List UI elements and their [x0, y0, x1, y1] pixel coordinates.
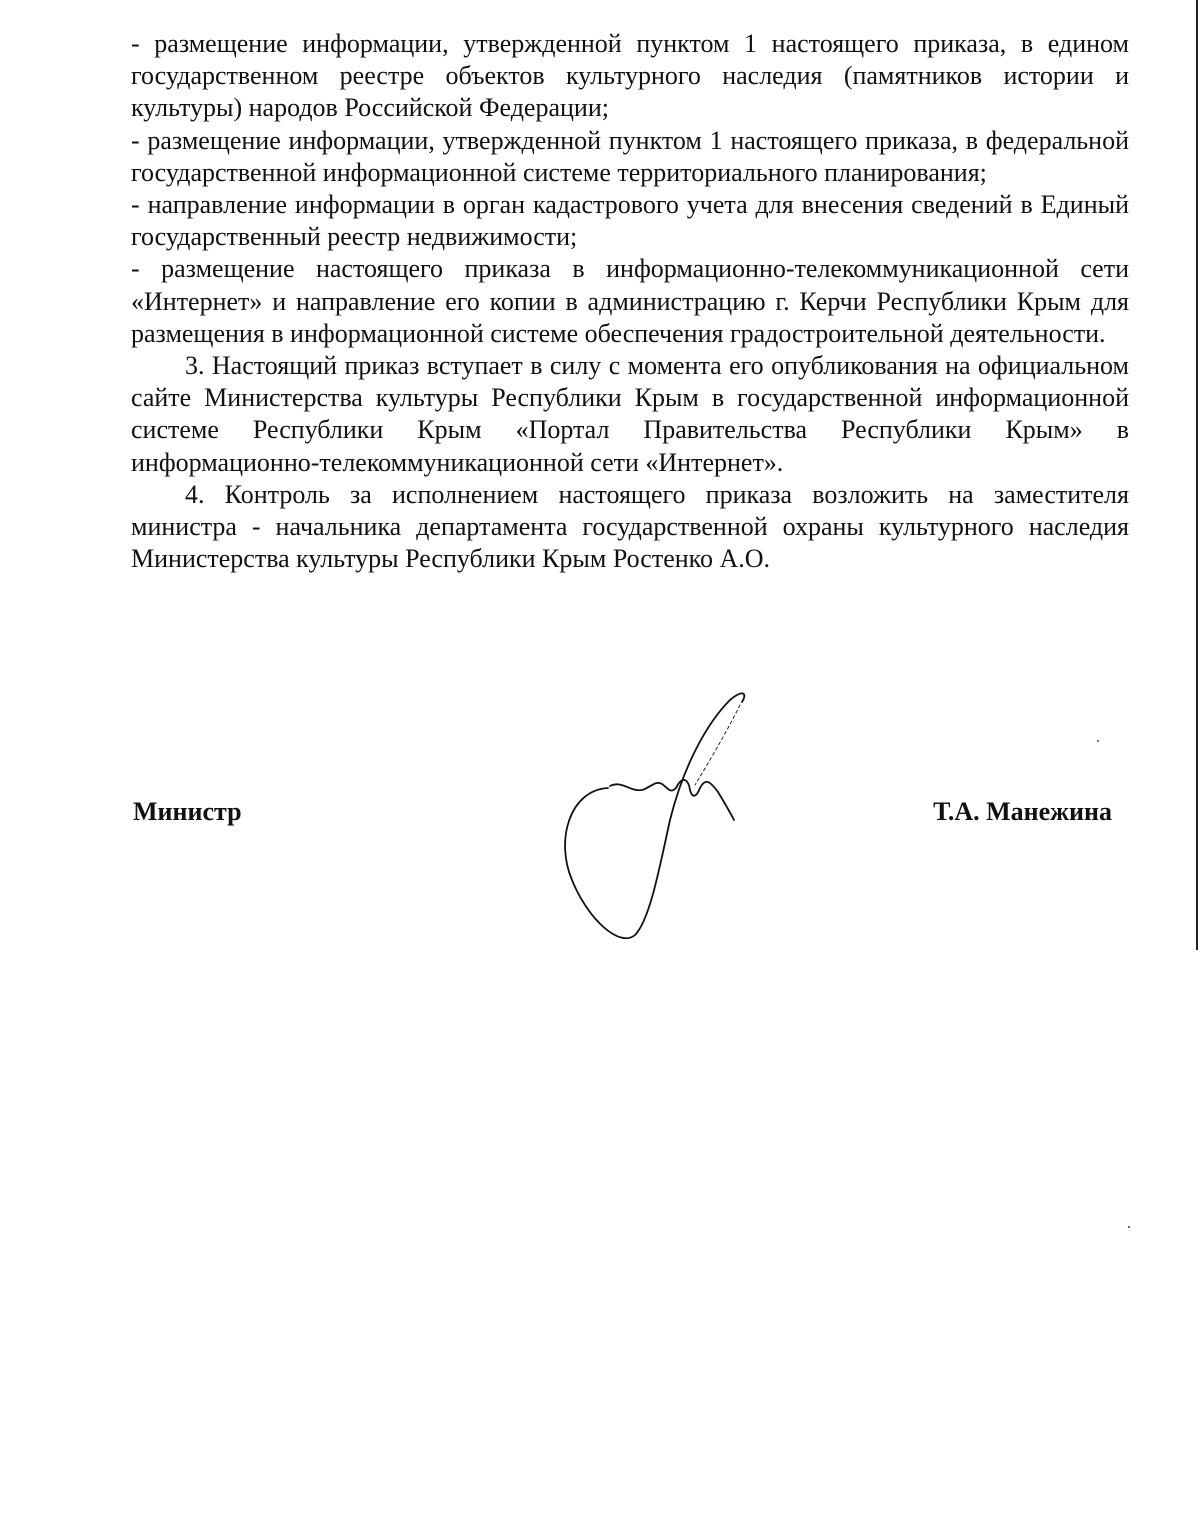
- scan-speck: [1097, 740, 1099, 742]
- handwritten-signature: [550, 680, 760, 950]
- document-body: [131, 28, 1129, 575]
- paragraph-bullet-internet: - размещение настоящего приказа в информационно-телекоммуникационной сети «Интернет» и направление его копии в администрацию г. Керчи Республики Крым для размещения в информационной системе обеспечения градостроительной деятельности.: [131, 254, 1129, 348]
- signatory-title: Министр: [133, 797, 242, 826]
- scan-edge-line: [1196, 0, 1198, 950]
- paragraph-bullet-egrokn: - размещение информации, утвержденной пунктом 1 настоящего приказа, в едином государственном реестре объектов культурного наследия (памятников истории и культуры) народов Российской Федерации;: [131, 29, 1129, 123]
- signatory-name: Т.А. Манежина: [933, 797, 1112, 826]
- paragraph-item-4: 4. Контроль за исполнением настоящего приказа возложить на заместителя министра - начальника департамента государственной охраны культурного наследия Министерства культуры Республики Крым Ростенко А.О.: [131, 479, 1129, 574]
- scan-speck: [1128, 1226, 1130, 1228]
- paragraph-item-3: 3. Настоящий приказ вступает в силу с момента его опубликования на официальном сайте Министерства культуры Республики Крым в государственной информационной системе Республики Крым «Портал Правительства Республики Крым» в информационно-телекоммуникационной сети «Интернет».: [131, 351, 1129, 477]
- paragraph-bullet-fgis-tp: - размещение информации, утвержденной пунктом 1 настоящего приказа, в федеральной государственной информационной системе территориального планирования;: [131, 125, 1129, 187]
- paragraph-bullet-cadastre: - направление информации в орган кадастрового учета для внесения сведений в Единый государственный реестр недвижимости;: [131, 190, 1129, 252]
